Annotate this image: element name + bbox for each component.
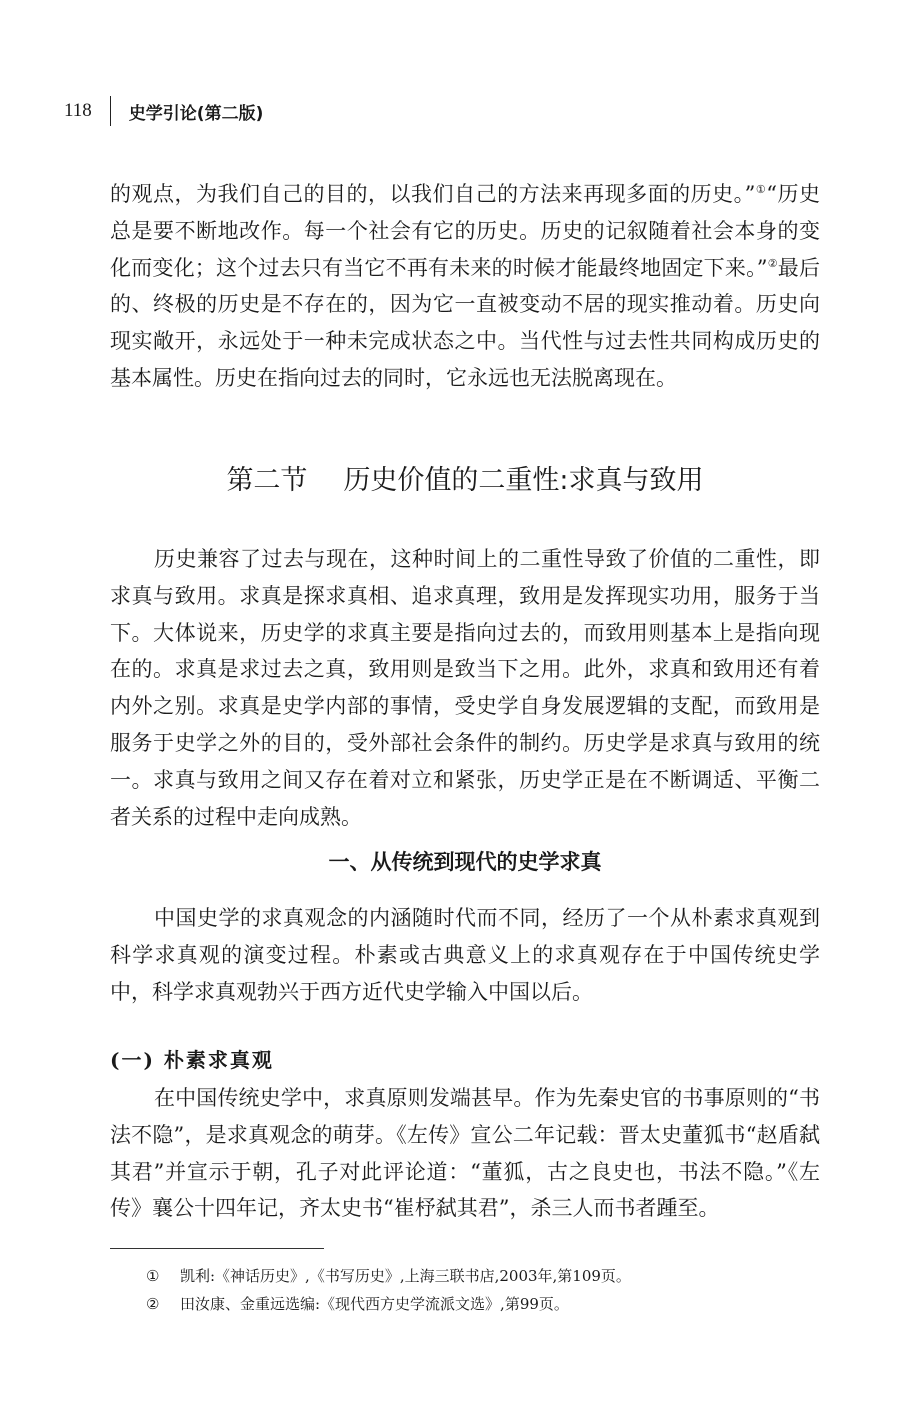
footnote-ref-1[interactable]: ① [755,183,767,196]
footnote-mark: ① [146,1267,160,1285]
footnote-1 [146,1262,631,1290]
para2-text: 历史兼容了过去与现在，这种时间上的二重性导致了价值的二重性，即求真与致用。求真是探求真相、追求真理，致用是发挥现实功用，服务于当下。大体说来，历史学的求真主要是指向过去的，而致用则基本上是指向现在的。求真是求过去之真，致用则是致当下之用。此外，求真和致用还有着内外之别。求真是史学内部的事情，受史学自身发展逻辑的支配，而致用是服务于史学之外的目的，受外部社会条件的制约。历史学是求真与致用的统一。求真与致用之间又存在着对立和紧张，历史学正是在不断调适、平衡二者关系的过程中走向成熟。 [110,547,820,829]
footnote-divider [110,1248,324,1249]
paragraph-continued [110,176,820,397]
minor-heading: (一) 朴素求真观 [110,1048,274,1072]
subsection-heading: 一、从传统到现代的史学求真 [328,850,602,874]
section-heading [110,458,820,497]
footnote-text: 凯利:《神话历史》,《书写历史》,上海三联书店,2003年,第109页。 [180,1267,631,1285]
footnote-ref-2[interactable]: ② [767,256,778,270]
footnote-mark: ② [146,1295,160,1313]
para3-text: 中国史学的求真观念的内涵随时代而不同，经历了一个从朴素求真观到科学求真观的演变过程。朴素或古典意义上的求真观存在于中国传统史学中，科学求真观勃兴于西方近代史学输入中国以后。 [110,906,820,1004]
footnote-text: 田汝康、金重远选编:《现代西方史学流派文选》,第99页。 [180,1295,569,1313]
running-header [64,96,263,126]
paragraph-naive-truth [110,1080,820,1227]
paragraph-intro [110,541,820,835]
para1-text-b: “历史总是要不断地改作。每一个社会有它的历史。历史的记叙随着社会本身的变化而变化；这个过去只有当它不再有未来的时候才能最终地固定下来。” [110,182,820,280]
footnote-2 [146,1290,631,1318]
paragraph-overview [110,900,820,1010]
page-number: 118 [64,100,92,121]
para1-text-c: 最后的、终极的历史是不存在的，因为它一直被变动不居的现实推动着。历史向现实敞开，永远处于一种未完成状态之中。当代性与过去性共同构成历史的基本属性。历史在指向过去的同时，它永远也无法脱离现在。 [110,255,820,390]
section-title: 历史价值的二重性:求真与致用 [343,465,704,496]
running-title: 史学引论(第二版) [128,103,264,124]
footnotes [146,1262,631,1318]
para4-text: 在中国传统史学中，求真原则发端甚早。作为先秦史官的书事原则的“书法不隐”，是求真观念的萌芽。《左传》宣公二年记载：晋太史董狐书“赵盾弑其君”并宣示于朝，孔子对此评论道：“董狐，古之良史也，书法不隐。”《左传》襄公十四年记，齐太史书“崔杼弑其君”，杀三人而书者踵至。 [110,1086,820,1221]
header-divider [110,96,111,126]
section-number: 第二节 [226,465,308,496]
para1-text-a: 的观点，为我们自己的目的，以我们自己的方法来再现多面的历史。” [110,182,756,206]
